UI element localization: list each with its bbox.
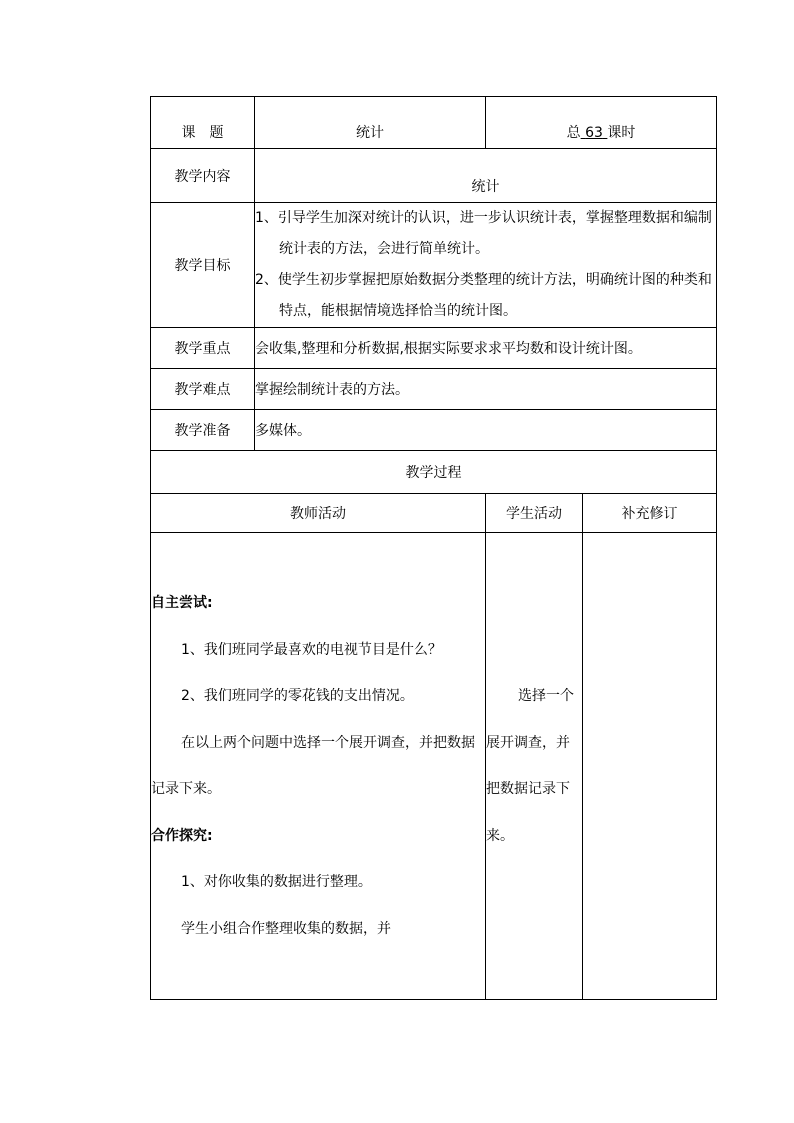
difficulties-value: 掌握绘制统计表的方法。 <box>255 369 717 410</box>
teacher-question-2: 2、我们班同学的零花钱的支出情况。 <box>181 688 414 704</box>
key-points-row <box>151 328 717 369</box>
process-title-row <box>151 451 717 494</box>
objective-item-1: 1、引导学生加深对统计的认识，进一步认识统计表，掌握整理数据和编制统计表的方法，会进行简单统计。 <box>255 210 712 257</box>
notes-cell <box>583 533 717 1000</box>
teacher-step-2: 学生小组合作整理收集的数据，并 <box>181 920 391 937</box>
lesson-plan-table <box>150 96 717 1000</box>
period-suffix: 课时 <box>607 125 636 141</box>
process-body-row <box>151 533 717 1000</box>
process-header-row <box>151 494 717 533</box>
topic-label: 课 题 <box>151 97 255 149</box>
objectives-row <box>151 203 717 328</box>
col-notes: 补充修订 <box>583 494 717 533</box>
teacher-step-1: 1、对你收集的数据进行整理。 <box>181 874 372 890</box>
difficulties-label: 教学难点 <box>151 369 255 410</box>
objectives-list <box>255 203 717 328</box>
key-points-label: 教学重点 <box>151 328 255 369</box>
objectives-label: 教学目标 <box>151 203 255 328</box>
content-label: 教学内容 <box>151 149 255 203</box>
topic-row <box>151 97 717 149</box>
topic-value <box>255 97 486 149</box>
teacher-question-3: 在以上两个问题中选择一个展开调查，并把数据记录下来。 <box>151 734 475 797</box>
period-number: 63 <box>585 125 603 141</box>
content-row <box>151 149 717 203</box>
teacher-heading-explore: 合作探究: <box>151 827 213 844</box>
student-activity-text: 选择一个展开调查，并把数据记录下来。 <box>486 688 574 844</box>
preparation-row <box>151 410 717 451</box>
teacher-question-1: 1、我们班同学最喜欢的电视节目是什么？ <box>181 641 442 658</box>
preparation-value: 多媒体。 <box>255 410 717 451</box>
teacher-heading-self-try: 自主尝试: <box>151 595 213 611</box>
topic-value-text: 统计 <box>356 125 384 141</box>
total-periods <box>486 97 717 149</box>
student-activity-cell <box>486 533 583 1000</box>
difficulties-row <box>151 369 717 410</box>
teacher-activity-cell <box>151 533 486 1000</box>
objective-item-2: 2、使学生初步掌握把原始数据分类整理的统计方法，明确统计图的种类和特点，能根据情境选择恰当的统计图。 <box>255 272 712 319</box>
col-teacher-activity: 教师活动 <box>151 494 486 533</box>
key-points-value: 会收集,整理和分析数据,根据实际要求求平均数和设计统计图。 <box>255 328 717 369</box>
period-prefix: 总 <box>566 125 581 141</box>
preparation-label: 教学准备 <box>151 410 255 451</box>
content-value: 统计 <box>255 149 717 203</box>
col-student-activity: 学生活动 <box>486 494 583 533</box>
process-title: 教学过程 <box>151 451 717 494</box>
